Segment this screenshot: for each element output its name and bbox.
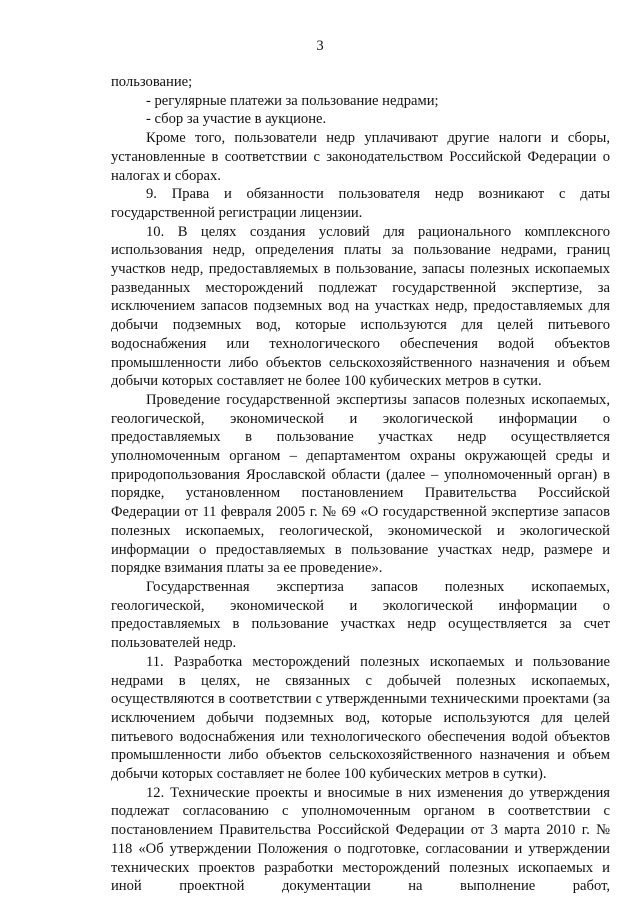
paragraph-item-10: 10. В целях создания условий для рационального комплексного использования недр, определения платы за пользование недрами, границ участков недр, предоставляемых в пользование, запасы полезных ископаемых разведанных месторождений подлежат государственной экспертизе, за исключением запасов подземных вод на участках недр, предоставляемых для добычи подземных вод, которые используются для целей питьевого водоснабжения или технологического обеспечения водой объектов промышленности либо объектов сельскохозяйственного назначения и объем добычи которых составляет не более 100 кубических метров в сутки.	[111, 223, 610, 390]
list-item-auction-fee: - сбор за участие в аукционе.	[146, 111, 327, 128]
paragraph-item-9: 9. Права и обязанности пользователя недр возникают с даты государственной регистрации лицензии.	[111, 186, 610, 221]
paragraph-expertise-procedure: Проведение государственной экспертизы запасов полезных ископаемых, геологической, экономической и экологической информации о предоставляемых в пользование участках недр осуществляется уполномоченным органом – департаментом охраны окружающей среды и природопользования Ярославской области (далее – уполномоченный орган) в порядке, установленном постановлением Правительства Российской Федерации от 11 февраля 2005 г. № 69 «О государственной экспертизе запасов полезных ископаемых, геологической, экономической и экологической информации о предоставляемых в пользование участках недр, размере и порядке взимания платы за ее проведение».	[111, 391, 610, 577]
paragraph-continuation: пользование;	[111, 74, 193, 90]
paragraph-item-12: 12. Технические проекты и вносимые в них изменения до утверждения подлежат согласованию с уполномоченным органом в соответствии с постановлением Правительства Российской Федерации от 3 марта 2010 г. № 118 «Об утверждении Положения о подготовке, согласовании и утверждении технических проектов разработки месторождений полезных ископаемых и иной проектной документации на выполнение работ,	[111, 784, 610, 895]
paragraph-item-11: 11. Разработка месторождений полезных ископаемых и пользование недрами в целях, не связанных с добычей полезных ископаемых, осуществляются в соответствии с утвержденными техническими проектами (за исключением добычи подземных вод, которые используются для целей питьевого водоснабжения или технологического обеспечения водой объектов промышленности либо объектов сельскохозяйственного назначения и объем добычи которых составляет не более 100 кубических метров в сутки).	[111, 653, 610, 783]
paragraph-other-taxes: Кроме того, пользователи недр уплачивают другие налоги и сборы, установленные в соответствии с законодательством Российской Федерации о налогах и сборах.	[111, 130, 610, 184]
paragraph-expertise-cost: Государственная экспертиза запасов полезных ископаемых, геологической, экономической и экологической информации о предоставляемых в пользование участках недр осуществляется за счет пользователей недр.	[111, 578, 610, 652]
list-item-regular-payments: - регулярные платежи за пользование недрами;	[146, 92, 439, 109]
page-number: 3	[316, 38, 324, 54]
document-body	[111, 73, 610, 896]
